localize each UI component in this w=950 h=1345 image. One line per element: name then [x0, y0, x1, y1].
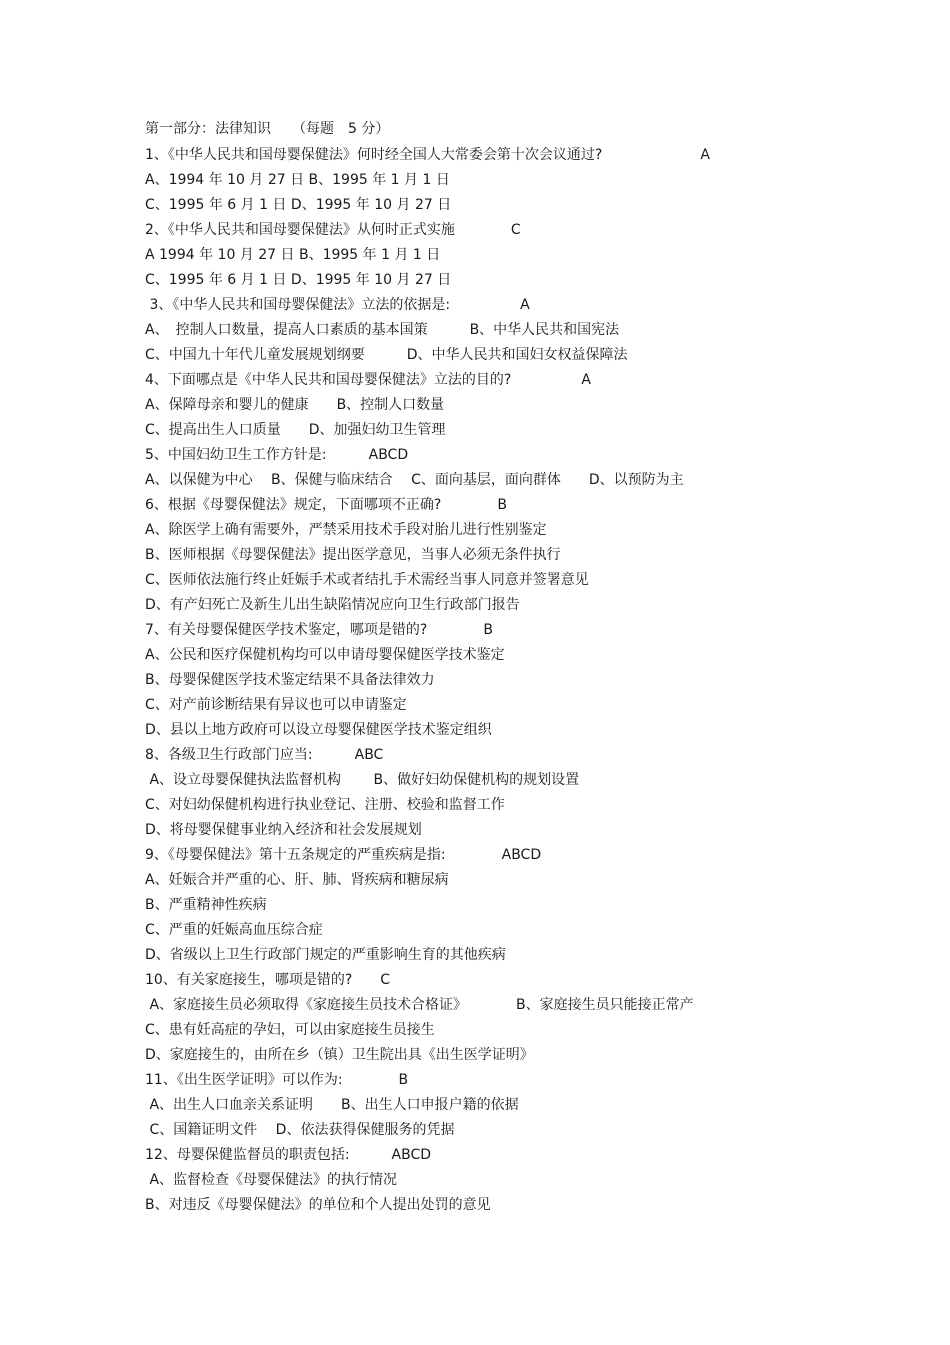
option-line: C、医师依法施行终止妊娠手术或者结扎手术需经当事人同意并签署意见 [145, 572, 589, 588]
option-line: C、国籍证明文件 D、依法获得保健服务的凭据 [145, 1122, 455, 1138]
option-line: D、省级以上卫生行政部门规定的严重影响生育的其他疾病 [145, 947, 506, 963]
option-line: A、1994 年 10 月 27 日 B、1995 年 1 月 1 日 [145, 172, 450, 188]
option-line: C、对产前诊断结果有异议也可以申请鉴定 [145, 697, 407, 713]
option-line: D、县以上地方政府可以设立母婴保健医学技术鉴定组织 [145, 722, 492, 738]
option-line: A、保障母亲和婴儿的健康 B、控制人口数量 [145, 397, 445, 413]
option-line: A、出生人口血亲关系证明 B、出生人口申报户籍的依据 [145, 1097, 519, 1113]
question-12: 12、母婴保健监督员的职责包括: ABCD [145, 1147, 432, 1163]
option-line: A、妊娠合并严重的心、肝、肺、肾疾病和糖尿病 [145, 872, 449, 888]
option-line: C、1995 年 6 月 1 日 D、1995 年 10 月 27 日 [145, 272, 452, 288]
question-8: 8、各级卫生行政部门应当: ABC [145, 747, 384, 763]
option-line: D、有产妇死亡及新生儿出生缺陷情况应向卫生行政部门报告 [145, 597, 520, 613]
option-line: A、以保健为中心 B、保健与临床结合 C、面向基层，面向群体 D、以预防为主 [145, 472, 684, 488]
option-line: A、 控制人口数量，提高人口素质的基本国策 B、中华人民共和国宪法 [145, 322, 620, 338]
option-line: B、母婴保健医学技术鉴定结果不具备法律效力 [145, 672, 435, 688]
option-line: A、公民和医疗保健机构均可以申请母婴保健医学技术鉴定 [145, 647, 505, 663]
option-line: A、除医学上确有需要外，严禁采用技术手段对胎儿进行性别鉴定 [145, 522, 547, 538]
option-line: B、严重精神性疾病 [145, 897, 267, 913]
question-7: 7、有关母婴保健医学技术鉴定，哪项是错的? B [145, 622, 493, 638]
option-line: B、医师根据《母婴保健法》提出医学意见，当事人必须无条件执行 [145, 547, 561, 563]
option-line: A 1994 年 10 月 27 日 B、1995 年 1 月 1 日 [145, 247, 441, 263]
option-line: C、对妇幼保健机构进行执业登记、注册、校验和监督工作 [145, 797, 505, 813]
question-6: 6、根据《母婴保健法》规定，下面哪项不正确? B [145, 497, 507, 513]
option-line: C、严重的妊娠高血压综合症 [145, 922, 323, 938]
option-line: C、中国九十年代儿童发展规划纲要 D、中华人民共和国妇女权益保障法 [145, 347, 628, 363]
question-2: 2、《中华人民共和国母婴保健法》从何时正式实施 C [145, 222, 521, 238]
question-1: 1、《中华人民共和国母婴保健法》何时经全国人大常委会第十次会议通过? A [145, 147, 710, 163]
option-line: A、设立母婴保健执法监督机构 B、做好妇幼保健机构的规划设置 [145, 772, 580, 788]
question-11: 11、《出生医学证明》可以作为: B [145, 1072, 409, 1088]
question-5: 5、中国妇幼卫生工作方针是: ABCD [145, 447, 409, 463]
option-line: B、对违反《母婴保健法》的单位和个人提出处罚的意见 [145, 1197, 491, 1213]
option-line: A、家庭接生员必须取得《家庭接生员技术合格证》 B、家庭接生员只能接正常产 [145, 997, 694, 1013]
option-line: A、监督检查《母婴保健法》的执行情况 [145, 1172, 398, 1188]
section-heading: 第一部分：法律知识 （每题 5 分） [145, 121, 390, 137]
option-line: D、将母婴保健事业纳入经济和社会发展规划 [145, 822, 422, 838]
question-10: 10、有关家庭接生，哪项是错的? C [145, 972, 391, 988]
option-line: C、提高出生人口质量 D、加强妇幼卫生管理 [145, 422, 446, 438]
option-line: C、1995 年 6 月 1 日 D、1995 年 10 月 27 日 [145, 197, 452, 213]
question-4: 4、下面哪点是《中华人民共和国母婴保健法》立法的目的? A [145, 372, 591, 388]
question-9: 9、《母婴保健法》第十五条规定的严重疾病是指: ABCD [145, 847, 542, 863]
option-line: D、家庭接生的，由所在乡（镇）卫生院出具《出生医学证明》 [145, 1047, 534, 1063]
option-line: C、患有妊高症的孕妇，可以由家庭接生员接生 [145, 1022, 435, 1038]
question-3: 3、《中华人民共和国母婴保健法》立法的依据是: A [145, 297, 530, 313]
